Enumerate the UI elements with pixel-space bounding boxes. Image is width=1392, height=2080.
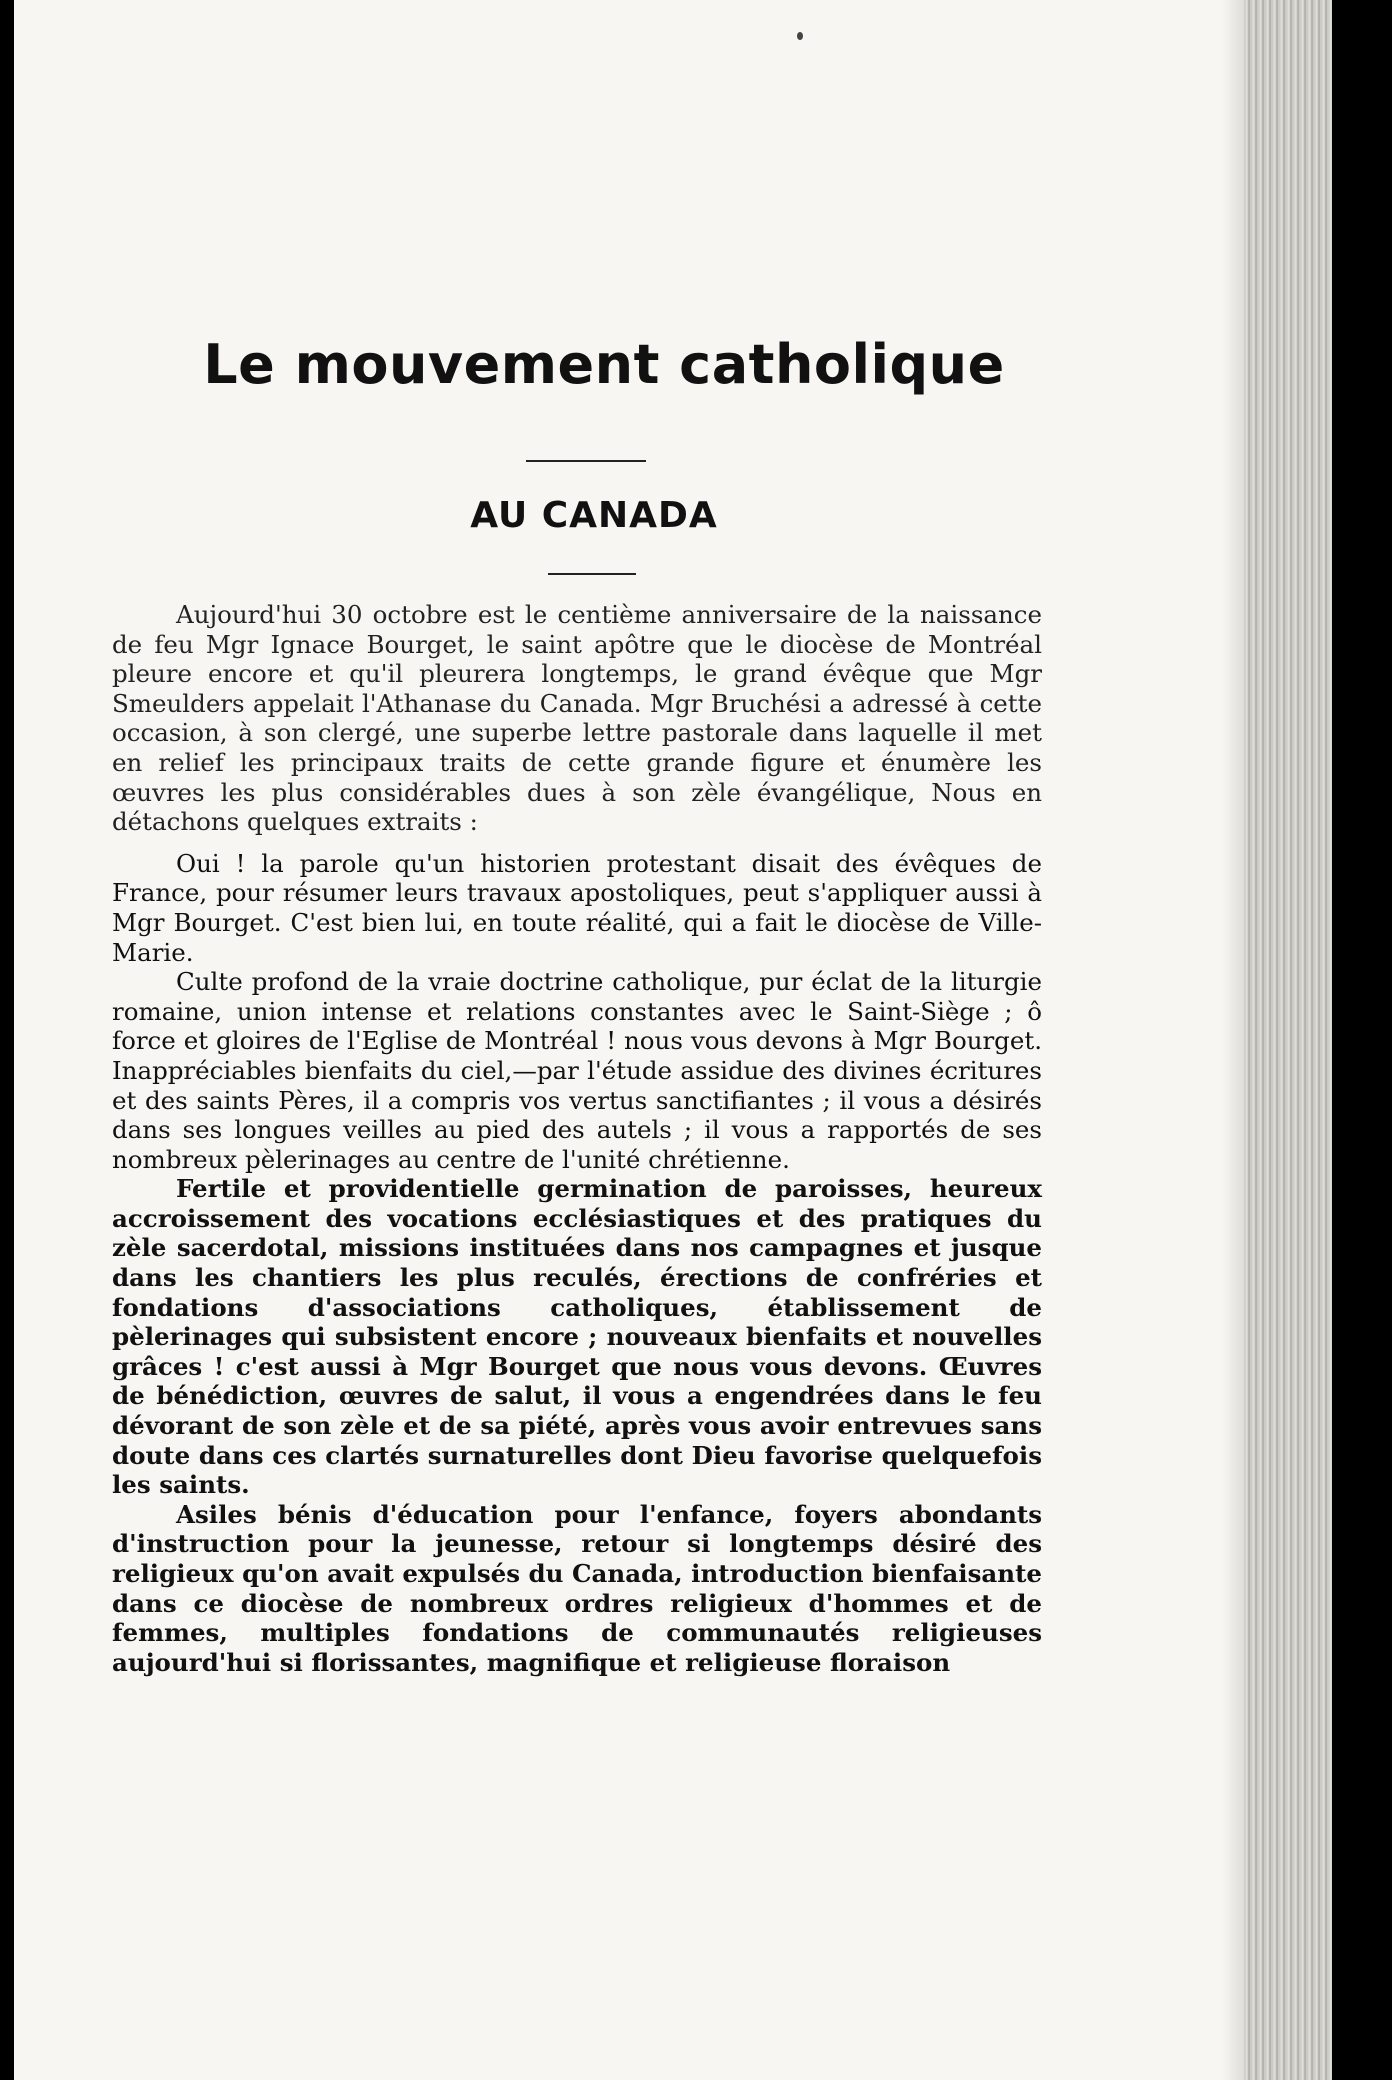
ink-speck (797, 32, 803, 40)
article-body (112, 600, 1042, 1677)
intro-paragraph: Aujourd'hui 30 octobre est le centième anniversaire de la naissance de feu Mgr Ignace Bourget, le saint apôtre que le diocèse de Montréal pleure encore et qu'il pleurera longtemps, le grand évêque que Mgr Smeulders appelait l'Athanase du Canada. Mgr Bruchési a adressé à cette occasion, à son clergé, une superbe lettre pastorale dans laquelle il met en relief les principaux traits de cette grande figure et énumère les œuvres les plus considérables dues à son zèle évangélique, Nous en détachons quelques extraits : (112, 600, 1042, 837)
quote-paragraph: Fertile et providentielle germination de paroisses, heureux accroissement des vocations ecclésiastiques et des pratiques du zèle sacerdotal, missions instituées dans nos campagnes et jusque dans les chantiers les plus reculés, érections de confréries et fondations d'associations catholiques, établissement de pèlerinages qui subsistent encore ; nouveaux bienfaits et nouvelles grâces ! c'est aussi à Mgr Bourget que nous vous devons. Œuvres de bénédiction, œuvres de salut, il vous a engendrées dans le feu dévorant de son zèle et de sa piété, après vous avoir entrevues sans doute dans ces clartés surnaturelles dont Dieu favorise quelquefois les saints. (112, 1174, 1042, 1500)
quote-paragraph: Asiles bénis d'éducation pour l'enfance, foyers abondants d'instruction pour la jeunesse, retour si longtemps désiré des religieux qu'on avait expulsés du Canada, introduction bienfaisante dans ce diocèse de nombreux ordres religieux d'hommes et de femmes, multiples fondations de communautés religieuses aujourd'hui si florissantes, magnifique et religieuse floraison (112, 1499, 1042, 1677)
subtitle-divider (548, 573, 636, 575)
book-page-edges (1244, 0, 1332, 2080)
book-page (14, 0, 1332, 2080)
quote-paragraph: Culte profond de la vraie doctrine catholique, pur éclat de la liturgie romaine, union intense et relations constantes avec le Saint-Siège ; ô force et gloires de l'Eglise de Montréal ! nous vous devons à Mgr Bourget. Inappréciables bienfaits du ciel,—par l'étude assidue des divines écritures et des saints Pères, il a compris vos vertus sanctifiantes ; il vous a désirés dans ses longues veilles au pied des autels ; il vous a rapportés de ses nombreux pèlerinages au centre de l'unité chrétienne. (112, 967, 1042, 1174)
article-title: Le mouvement catholique (203, 333, 1005, 396)
title-divider (526, 460, 646, 462)
page-gutter-shadow (1222, 0, 1244, 2080)
article-subtitle: AU CANADA (470, 495, 718, 536)
quote-paragraph: Oui ! la parole qu'un historien protestant disait des évêques de France, pour résumer leurs travaux apostoliques, peut s'appliquer aussi à Mgr Bourget. C'est bien lui, en toute réalité, qui a fait le diocèse de Ville-Marie. (112, 848, 1042, 967)
